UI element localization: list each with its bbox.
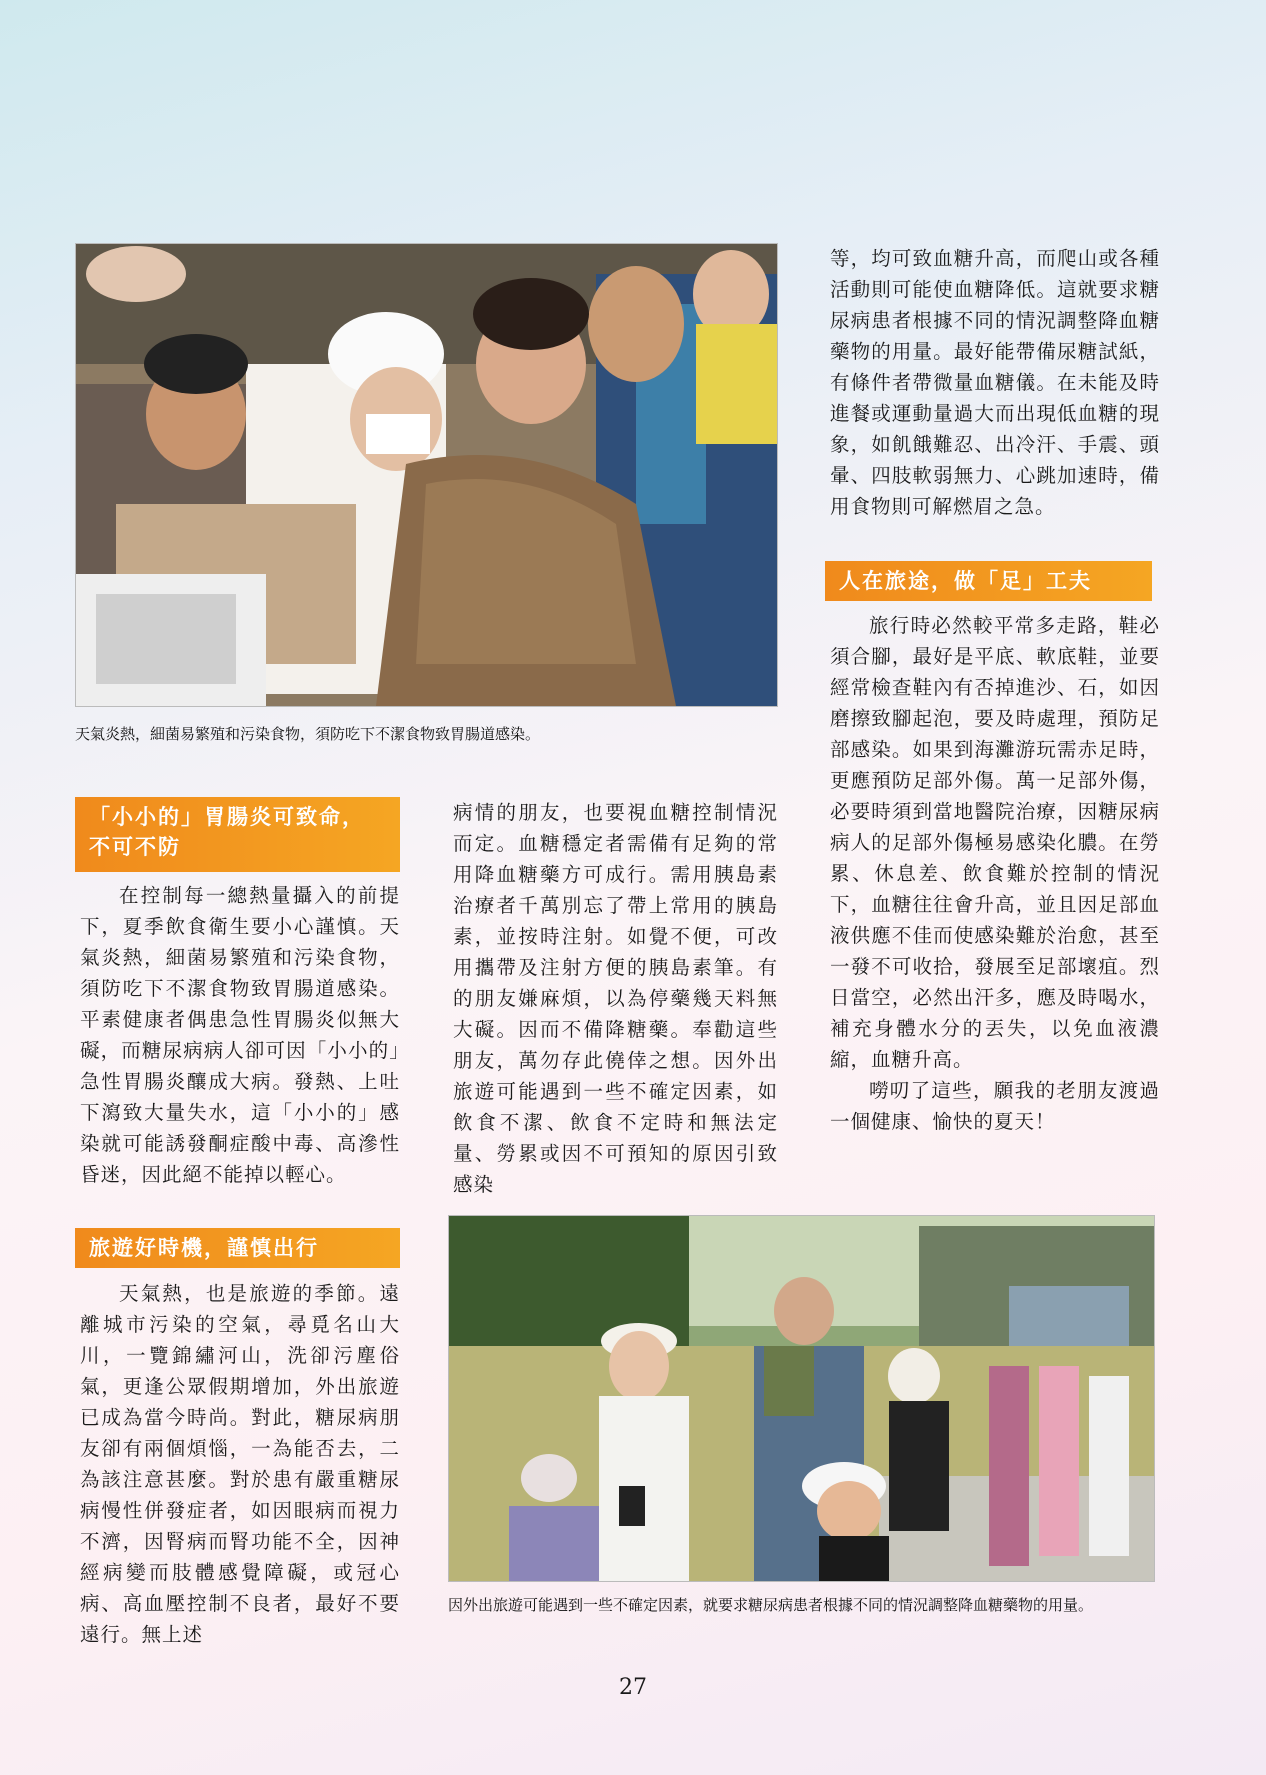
- travel-section-column: [80, 1278, 400, 1650]
- gastro-section-heading: 「小小的」胃腸炎可致命，不可不防: [75, 797, 400, 872]
- feet-paragraph-2: 嘮叨了這些，願我的老朋友渡過一個健康、愉快的夏天！: [830, 1079, 1160, 1133]
- feet-section-column: [830, 610, 1160, 1137]
- travel-paragraph: 天氣熱，也是旅遊的季節。遠離城市污染的空氣，尋覓名山大川，一覽錦繡河山，洗卻污塵俗氣，更逢公眾假期增加，外出旅遊已成為當今時尚。對此，糖尿病朋友卻有兩個煩惱，一為能否去，二為該注意甚麼。對於患有嚴重糖尿病慢性併發症者，如因眼病而視力不濟，因腎病而腎功能不全，因神經病變而肢體感覺障礙，或冠心病、高血壓控制不良者，最好不要遠行。無上述: [80, 1282, 400, 1646]
- right-top-paragraph: 等，均可致血糖升高，而爬山或各種活動則可能使血糖降低。這就要求糖尿病患者根據不同的情況調整降血糖藥物的用量。最好能帶備尿糖試紙，有條件者帶微量血糖儀。在未能及時進餐或運動量過大而出現低血糖的現象，如飢餓難忍、出冷汗、手震、頭暈、四肢軟弱無力、心跳加速時，備用食物則可解燃眉之急。: [830, 247, 1160, 518]
- travel-photo-caption: 因外出旅遊可能遇到一些不確定因素，就要求糖尿病患者根據不同的情況調整降血糖藥物的用量。: [448, 1596, 1094, 1614]
- middle-paragraph: 病情的朋友，也要視血糖控制情況而定。血糖穩定者需備有足夠的常用降血糖藥方可成行。需用胰島素治療者千萬別忘了帶上常用的胰島素，並按時注射。如覺不便，可改用攜帶及注射方便的胰島素筆。有的朋友嫌麻煩，以為停藥幾天料無大礙。因而不備降糖藥。奉勸這些朋友，萬勿存此僥倖之想。因外出旅遊可能遇到一些不確定因素，如飲食不潔、飲食不定時和無法定量、勞累或因不可預知的原因引致感染: [453, 801, 778, 1196]
- page-number: 27: [619, 1675, 647, 1700]
- travel-photo: [448, 1215, 1155, 1582]
- middle-column: [453, 797, 778, 1200]
- gastro-section-column: [80, 880, 400, 1190]
- gastro-paragraph: 在控制每一總熱量攝入的前提下，夏季飲食衛生要小心謹慎。天氣炎熱，細菌易繁殖和污染食物，須防吃下不潔食物致胃腸道感染。平素健康者偶患急性胃腸炎似無大礙，而糖尿病病人卻可因「小小的」急性胃腸炎釀成大病。發熱、上吐下瀉致大量失水，這「小小的」感染就可能誘發酮症酸中毒、高滲性昏迷，因此絕不能掉以輕心。: [80, 884, 400, 1186]
- hospital-photo-caption: 天氣炎熱，細菌易繁殖和污染食物，須防吃下不潔食物致胃腸道感染。: [75, 725, 541, 743]
- travel-section-heading: 旅遊好時機，謹慎出行: [75, 1228, 400, 1268]
- feet-paragraph-1: 旅行時必然較平常多走路，鞋必須合腳，最好是平底、軟底鞋，並要經常檢查鞋內有否掉進沙、石，如因磨擦致腳起泡，要及時處理，預防足部感染。如果到海灘游玩需赤足時，更應預防足部外傷。萬一足部外傷，必要時須到當地醫院治療，因糖尿病病人的足部外傷極易感染化膿。在勞累、休息差、飲食難於控制的情況下，血糖往往會升高，並且因足部血液供應不佳而使感染難於治愈，甚至一發不可收拾，發展至足部壞疽。烈日當空，必然出汗多，應及時喝水，補充身體水分的丟失，以免血液濃縮，血糖升高。: [830, 614, 1160, 1071]
- feet-section-heading: 人在旅途，做「足」工夫: [825, 561, 1152, 601]
- right-top-column: [830, 243, 1160, 522]
- hospital-photo: [75, 243, 778, 707]
